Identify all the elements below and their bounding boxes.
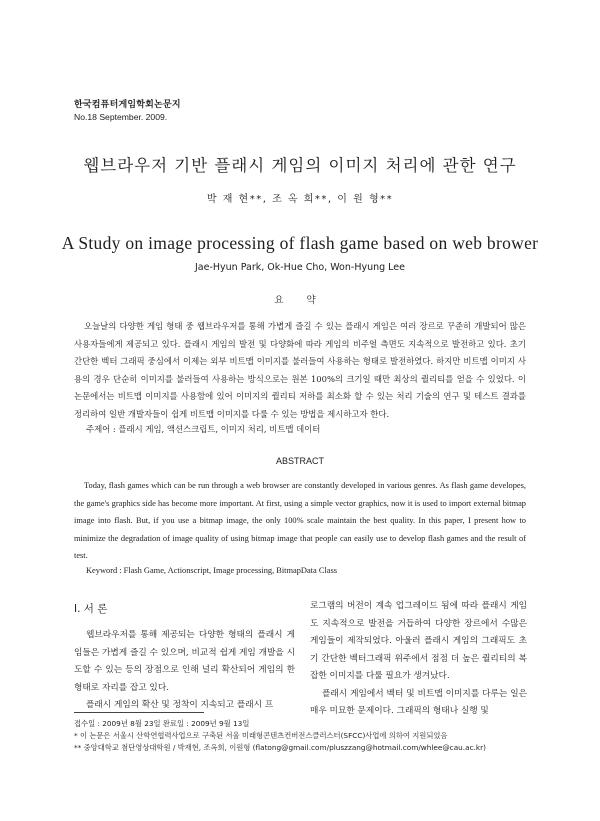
intro-paragraph-2: 플래시 게임의 확산 및 정착이 지속되고 플래시 프 — [86, 700, 274, 710]
keywords-english: Keyword : Flash Game, Actionscript, Image processing, BitmapData Class — [86, 566, 337, 575]
journal-name: 한국컴퓨터게임학회논문지 — [74, 100, 181, 110]
body-column-right — [310, 598, 527, 721]
intro-paragraph-3: 플래시 게임에서 벡터 및 비트맵 이미지를 다루는 일은 매우 미묘한 문제이다. 그래픽의 형태나 실행 및 — [310, 688, 527, 716]
intro-paragraph-1: 웹브라우저를 통해 제공되는 다양한 형태의 플래시 게임들은 가볍게 즐길 수 있으며, 비교적 쉽게 게임 개발을 시도할 수 있는 등의 장점으로 인해 널리 확산되어 게임의 한 형태로 자리를 잡고 있다. — [74, 630, 295, 693]
footnote-divider — [74, 712, 204, 713]
abstract-english-heading: ABSTRACT — [275, 456, 324, 466]
paper-title-korean: 웹브라우저 기반 플래시 게임의 이미지 처리에 관한 연구 — [83, 156, 517, 175]
paper-title-english: A Study on image processing of flash game based on web brower — [61, 233, 539, 253]
body-column-left — [74, 627, 295, 715]
authors-english: Jae-Hyun Park, Ok-Hue Cho, Won-Hyung Lee — [194, 262, 405, 273]
abstract-english-text: Today, flash games which can be run through a web browser are constantly developed in various genres. As flash game developes, the game's graphics side has become more important. At first, using a simple vector graphics, now it is used to import external bitmap image into flash. But, if you use a bitmap image, the only 100% scale maintain the best quality. In this paper, I present how to minimize the degradation of image quality of using bitmap image that people can easily use to develop flash games and the result of test. — [74, 481, 526, 560]
abstract-korean-heading: 요 약 — [274, 295, 326, 306]
keywords-korean: 주제어 : 플래시 게임, 액션스크립트, 이미지 처리, 비트맵 데이터 — [86, 424, 321, 434]
footnote-affiliation: ** 중앙대학교 첨단영상대학원 / 박재현, 조옥희, 이원형 (flatong@gmail.com/pluszzang@hotmail.com/whlee@cau.ac.kr) — [74, 743, 486, 752]
footnote-funding: * 이 논문은 서울시 산학연협력사업으로 구축된 서울 미래형콘텐츠컨버전스클러스터(SFCC)사업에 의하여 지원되었음 — [74, 731, 448, 740]
authors-korean: 박 재 현**, 조 옥 희**, 이 원 형** — [206, 194, 394, 205]
journal-issue: No.18 September. 2009. — [74, 112, 168, 122]
intro-paragraph-continued: 로그램의 버전이 계속 업그레이드 됨에 따라 플래시 게임도 지속적으로 발전을 거듭하여 다양한 장르에서 수많은 게임들이 제작되었다. 아울러 플래시 게임의 그래픽도 초기 간단한 벡터그래픽 위주에서 점점 더 높은 퀄리티의 복잡한 이미지를 다룰 필요가 생겨났다. — [310, 601, 527, 681]
abstract-korean-text: 오늘날의 다양한 게임 형태 중 웹브라우저를 통해 가볍게 즐길 수 있는 플래시 게임은 여러 장르로 꾸준히 개발되어 많은 사용자들에게 제공되고 있다. 플래시 게임의 발전 및 다양화에 따라 게임의 비주얼 측면도 지속적으로 발전하고 있다. 초기 간단한 벡터 그래픽 중심에서 이제는 외부 비트맵 이미지를 불러들여 사용하는 형태로 발전하였다. 하지만 비트맵 이미지 사용의 경우 단순히 이미지를 불러들여 사용하는 방식으로는 원본 100%의 크기일 때만 최상의 퀄리티를 얻을 수 있었다. 이 논문에서는 비트맵 이미지를 사용함에 있어 이미지의 퀄리티 저하를 최소화 할 수 있는 처리 기술의 연구 및 테스트 결과를 정리하여 일반 개발자들이 쉽게 비트맵 이미지를 다룰 수 있는 방법을 제시하고자 한다. — [74, 321, 526, 419]
footnote-dates: 접수일 : 2009년 8월 23일 완료일 : 2009년 9월 13일 — [74, 719, 250, 728]
section-heading-introduction: Ⅰ. 서 론 — [74, 603, 108, 615]
